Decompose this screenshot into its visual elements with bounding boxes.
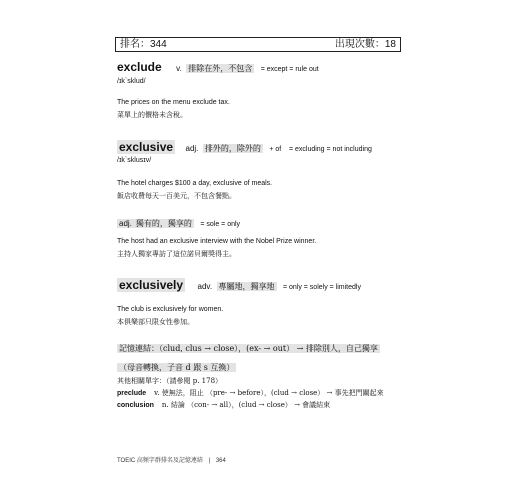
example-zh: 主持人獨家專訪了這位諾貝爾獎得主。 bbox=[117, 250, 236, 258]
example-en: The prices on the menu exclude tax. bbox=[117, 99, 230, 106]
meaning: 專屬地，獨享地 bbox=[218, 282, 275, 291]
headword: exclusive bbox=[119, 140, 174, 154]
page-number: 364 bbox=[215, 458, 226, 464]
meaning: 排除在外，不包含 bbox=[188, 64, 253, 73]
pronunciation: /ɪk`sklusɪv/ bbox=[117, 157, 152, 164]
rank-bar bbox=[115, 37, 401, 52]
entry-exclusive-headline bbox=[117, 138, 372, 156]
example-en: The hotel charges $100 a day, exclusive of meals. bbox=[117, 180, 273, 187]
memory-link-line1: 記憶連結：（clud, clus → close），(ex- → out） → 排除別人，自己獨享 bbox=[119, 344, 378, 353]
part-of-speech: adj. bbox=[119, 219, 132, 228]
page-footer bbox=[117, 455, 226, 464]
related-definition: n. 結論 （con- → all），(clud → close） → 會議結束 bbox=[161, 401, 331, 409]
meaning: 獨有的，獨享的 bbox=[135, 219, 192, 228]
sense2-headline bbox=[117, 213, 240, 231]
related-item bbox=[117, 400, 330, 410]
pronunciation: /ɪk`sklud/ bbox=[117, 78, 146, 85]
example-en: The club is exclusively for women. bbox=[117, 306, 224, 313]
footer-separator: | bbox=[208, 458, 211, 464]
rank-label: 排名：344 bbox=[120, 39, 167, 50]
synonyms: + of = excluding = not including bbox=[269, 146, 372, 153]
entry-exclude-headline bbox=[117, 58, 319, 76]
related-word: conclusion bbox=[117, 402, 154, 409]
entry-exclusively-headline bbox=[117, 276, 361, 294]
book-title: TOEIC 高頻字群排名及記憶連結 bbox=[117, 458, 203, 464]
memory-link bbox=[117, 338, 380, 375]
example-en: The host had an exclusive interview with the Nobel Prize winner. bbox=[117, 238, 317, 245]
part-of-speech: adv. bbox=[197, 282, 213, 291]
example-zh: 本俱樂部只限女性參加。 bbox=[117, 318, 194, 326]
related-item bbox=[117, 388, 384, 398]
example-zh: 飯店收費每天一百美元，不包含餐點。 bbox=[117, 192, 236, 200]
meaning: 排外的，除外的 bbox=[204, 144, 261, 153]
headword: exclude bbox=[117, 60, 162, 74]
synonyms: = except = rule out bbox=[260, 66, 319, 73]
synonyms: = sole = only bbox=[200, 221, 241, 228]
related-definition: v. 使無法，阻止 （pre- → before），(clud → close） → 事先把門關起來 bbox=[154, 389, 384, 397]
related-word: preclude bbox=[117, 390, 147, 397]
related-heading: 其他相關單字：（請參閱 p. 178） bbox=[117, 377, 223, 385]
part-of-speech: adj. bbox=[185, 144, 199, 153]
part-of-speech: v. bbox=[176, 64, 182, 73]
example-zh: 菜單上的價格未含稅。 bbox=[117, 111, 187, 119]
headword: exclusively bbox=[119, 278, 184, 292]
synonyms: = only = solely = limitedly bbox=[282, 284, 361, 291]
memory-link-line2: （母音轉換，子音 d 跟 s 互換） bbox=[119, 363, 235, 372]
count-label: 出現次數：18 bbox=[334, 39, 396, 50]
